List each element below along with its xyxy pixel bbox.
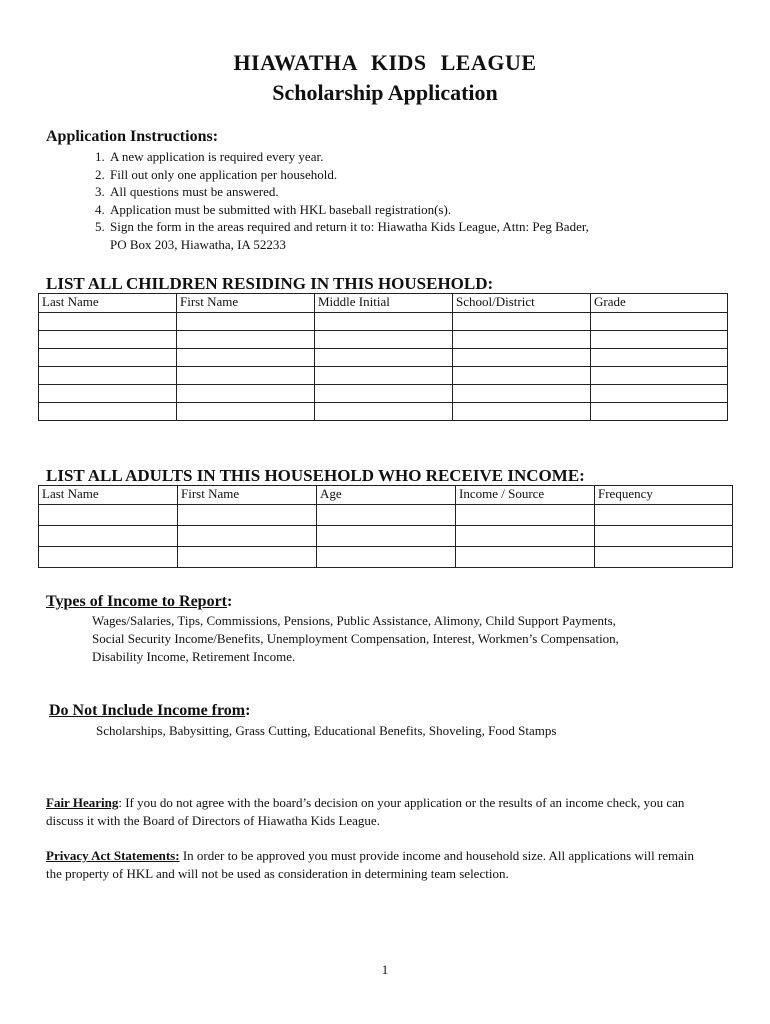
income-types-line: Disability Income, Retirement Income. [92, 649, 296, 664]
table-cell[interactable] [317, 505, 456, 526]
table-cell[interactable] [315, 313, 453, 331]
table-cell[interactable] [456, 526, 595, 547]
table-cell[interactable] [591, 349, 728, 367]
table-cell[interactable] [453, 331, 591, 349]
table-row [39, 526, 733, 547]
table-cell[interactable] [39, 313, 177, 331]
table-cell[interactable] [315, 385, 453, 403]
column-header: Frequency [595, 486, 733, 505]
table-cell[interactable] [177, 403, 315, 421]
table-cell[interactable] [178, 505, 317, 526]
table-cell[interactable] [453, 403, 591, 421]
instruction-item-line: PO Box 203, Hiawatha, IA 52233 [110, 236, 286, 252]
children-table [38, 293, 728, 421]
table-header-row [39, 486, 733, 505]
column-header: Grade [591, 294, 728, 313]
income-types-list [92, 612, 742, 666]
column-header: Last Name [39, 486, 178, 505]
table-row [39, 385, 728, 403]
instruction-item: 4. Application must be submitted with HKL baseball registration(s). [108, 201, 748, 219]
table-cell[interactable] [456, 505, 595, 526]
table-cell[interactable] [317, 547, 456, 568]
table-cell[interactable] [591, 313, 728, 331]
instruction-item: 1. A new application is required every year. [108, 148, 748, 166]
table-cell[interactable] [317, 526, 456, 547]
table-cell[interactable] [453, 385, 591, 403]
table-cell[interactable] [39, 349, 177, 367]
table-cell[interactable] [177, 367, 315, 385]
table-cell[interactable] [315, 331, 453, 349]
table-cell[interactable] [591, 331, 728, 349]
table-cell[interactable] [177, 349, 315, 367]
privacy-text: In order to be approved you must provide income and household size. All applications will remain the property of HKL and will not be used as consideration in determining team selection. [46, 848, 695, 881]
table-cell[interactable] [39, 505, 178, 526]
table-cell[interactable] [315, 367, 453, 385]
table-cell[interactable] [177, 313, 315, 331]
table-cell[interactable] [39, 385, 177, 403]
fair-hearing-paragraph [46, 794, 716, 830]
heading-colon: : [227, 593, 233, 610]
column-header: School/District [453, 294, 591, 313]
column-header: First Name [178, 486, 317, 505]
table-cell[interactable] [591, 367, 728, 385]
instruction-item-line: Sign the form in the areas required and return it to: Hiawatha Kids League, Attn: Peg Bader, [110, 219, 589, 234]
form-title: HIAWATHA KIDS LEAGUE [233, 50, 537, 75]
table-row [39, 367, 728, 385]
column-header: Middle Initial [315, 294, 453, 313]
children-heading: LIST ALL CHILDREN RESIDING IN THIS HOUSEHOLD: [46, 274, 494, 293]
table-row [39, 313, 728, 331]
adults-table [38, 485, 733, 568]
table-cell[interactable] [453, 367, 591, 385]
privacy-label: Privacy Act Statements: [46, 848, 180, 863]
table-cell[interactable] [315, 349, 453, 367]
form-subtitle: Scholarship Application [272, 80, 498, 105]
instruction-item: 2. Fill out only one application per household. [108, 166, 748, 184]
table-row [39, 547, 733, 568]
exclude-heading [49, 702, 250, 720]
instructions-list [68, 148, 748, 253]
income-types-heading-text: Types of Income to Report [46, 593, 228, 610]
table-cell[interactable] [453, 349, 591, 367]
table-cell[interactable] [595, 505, 733, 526]
income-types-line: Social Security Income/Benefits, Unemployment Compensation, Interest, Workmen’s Compensation, [92, 631, 619, 646]
table-cell[interactable] [453, 313, 591, 331]
table-cell[interactable] [39, 367, 177, 385]
adults-heading: LIST ALL ADULTS IN THIS HOUSEHOLD WHO RECEIVE INCOME: [46, 466, 585, 485]
instruction-item [108, 218, 748, 253]
income-types-line: Wages/Salaries, Tips, Commissions, Pensions, Public Assistance, Alimony, Child Support Payments, [92, 613, 616, 628]
page-number: 1 [381, 962, 389, 977]
exclude-heading-text: Do Not Include Income from [49, 702, 246, 719]
table-cell[interactable] [178, 547, 317, 568]
fair-hearing-label: Fair Hearing [46, 795, 119, 810]
column-header: Age [317, 486, 456, 505]
table-cell[interactable] [595, 526, 733, 547]
table-header-row [39, 294, 728, 313]
table-cell[interactable] [39, 403, 177, 421]
table-cell[interactable] [177, 385, 315, 403]
table-cell[interactable] [591, 385, 728, 403]
table-cell[interactable] [178, 526, 317, 547]
table-row [39, 331, 728, 349]
instructions-heading: Application Instructions: [46, 128, 219, 145]
exclude-text: Scholarships, Babysitting, Grass Cutting, Educational Benefits, Shoveling, Food Stamps [96, 723, 557, 738]
table-cell[interactable] [177, 331, 315, 349]
column-header: Income / Source [456, 486, 595, 505]
table-row [39, 505, 733, 526]
column-header: Last Name [39, 294, 177, 313]
table-row [39, 349, 728, 367]
income-types-heading [46, 593, 232, 611]
instruction-item: 3. All questions must be answered. [108, 183, 748, 201]
column-header: First Name [177, 294, 315, 313]
table-cell[interactable] [595, 547, 733, 568]
heading-colon: : [245, 702, 251, 719]
table-cell[interactable] [315, 403, 453, 421]
table-cell[interactable] [39, 331, 177, 349]
table-cell[interactable] [456, 547, 595, 568]
table-cell[interactable] [591, 403, 728, 421]
privacy-paragraph [46, 847, 696, 883]
table-row [39, 403, 728, 421]
table-cell[interactable] [39, 547, 178, 568]
table-cell[interactable] [39, 526, 178, 547]
fair-hearing-text: : If you do not agree with the board’s decision on your application or the results of an income check, you can discuss it with the Board of Directors of Hiawatha Kids League. [46, 795, 685, 828]
